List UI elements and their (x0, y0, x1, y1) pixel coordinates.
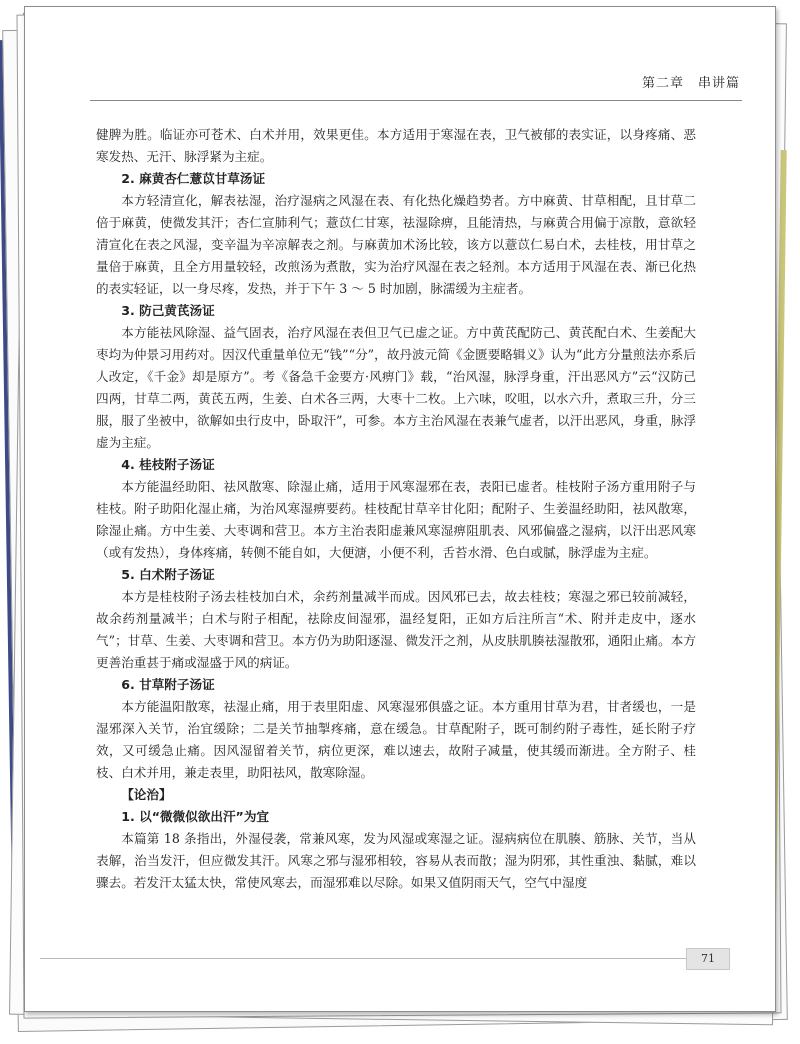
paragraph: 本方轻清宣化，解表祛湿，治疗湿病之风湿在表、有化热化燥趋势者。方中麻黄、甘草相配，且甘草二倍于麻黄，使微发其汗；杏仁宣肺利气；薏苡仁甘寒，祛湿除痹，且能清热，与麻黄合用偏于凉散，意欲轻清宣化在表之风湿，变辛温为辛凉解表之剂。与麻黄加术汤比较，该方以薏苡仁易白术，去桂枝，用甘草之量倍于麻黄，且全方用量较轻，改煎汤为煮散，实为治疗风湿在表之轻剂。本方适用于风湿在表、渐已化热的表实轻证，以一身尽疼，发热，并于下午 3 ～ 5 时加剧，脉濡缓为主症者。 (96, 193, 696, 296)
section-heading: 4. 桂枝附子汤证 (121, 457, 215, 472)
section-heading: 1. 以“微微似欲出汗”为宜 (121, 809, 270, 824)
header-rule (90, 100, 742, 101)
section-heading: 5. 白术附子汤证 (121, 567, 215, 582)
paragraph: 本篇第 18 条指出，外湿侵袭，常兼风寒，发为风湿或寒湿之证。湿病病位在肌腠、筋脉、关节，当从表解，治当发汗，但应微发其汗。风寒之邪与湿邪相较，容易从表而散；湿为阴邪，其性重浊、黏腻，难以骤去。若发汗太猛太快，常使风寒去，而湿邪难以尽除。如果又值阴雨天气，空气中湿度 (96, 831, 696, 890)
paragraph: 本方能祛风除湿、益气固表，治疗风湿在表但卫气已虚之证。方中黄芪配防己、黄芪配白术、生姜配大枣均为仲景习用药对。因汉代重量单位无“钱”“分”，故丹波元简《金匮要略辑义》认为“此方分量煎法亦系后人改定，《千金》却是原方”。考《备急千金要方·风痹门》载，“治风湿，脉浮身重，汗出恶风方”云“汉防己四两，甘草二两，黄芪五两，生姜、白术各三两，大枣十二枚。上六味，㕮咀，以水六升，煮取三升，分三服，服了坐被中，欲解如虫行皮中，卧取汗”，可参。本方主治风湿在表兼气虚者，以汗出恶风，身重，脉浮虚为主症。 (96, 325, 696, 450)
section-heading: 3. 防己黄芪汤证 (121, 303, 215, 318)
footer-rule (40, 958, 700, 959)
paragraph: 本方是桂枝附子汤去桂枝加白术，余药剂量减半而成。因风邪已去，故去桂枝；寒湿之邪已较前减轻，故余药剂量减半；白术与附子相配，祛除皮间湿邪，温经复阳，正如方后注所言“术、附并走皮中，逐水气”；甘草、生姜、大枣调和营卫。本方仍为助阳逐湿、微发汗之剂，从皮肤肌腠祛湿散邪，通阳止痛。本方更善治重甚于痛或湿盛于风的病证。 (96, 589, 696, 670)
section-heading: 6. 甘草附子汤证 (121, 677, 215, 692)
section-heading: 【论治】 (121, 787, 172, 802)
page-number: 71 (686, 948, 730, 970)
paragraph: 本方能温阳散寒，祛湿止痛，用于表里阳虚、风寒湿邪俱盛之证。本方重用甘草为君，甘者缓也，一是湿邪深入关节，治宜缓除；二是关节抽掣疼痛，意在缓急。甘草配附子，既可制约附子毒性，延长附子疗效，又可缓急止痛。因风湿留着关节，病位更深，难以速去，故附子减量，使其缓而渐进。全方附子、桂枝、白术并用，兼走表里，助阳祛风，散寒除湿。 (96, 699, 696, 780)
running-header: 第二章 串讲篇 (641, 76, 740, 91)
section-heading: 2. 麻黄杏仁薏苡甘草汤证 (121, 171, 266, 186)
paragraph: 本方能温经助阳、祛风散寒、除湿止痛，适用于风寒湿邪在表，表阳已虚者。桂枝附子汤方重用附子与桂枝。附子助阳化湿止痛，为治风寒湿痹要药。桂枝配甘草辛甘化阳；配附子、生姜温经助阳，祛风散寒，除湿止痛。方中生姜、大枣调和营卫。本方主治表阳虚兼风寒湿痹阻肌表、风邪偏盛之湿病，以汗出恶风寒（或有发热），身体疼痛，转侧不能自如，大便溏，小便不利，舌苔水滑、色白或腻，脉浮虚为主症。 (96, 479, 696, 560)
page-body (96, 124, 696, 894)
paragraph: 健脾为胜。临证亦可苍术、白术并用，效果更佳。本方适用于寒湿在表，卫气被郁的表实证，以身疼痛、恶寒发热、无汗、脉浮紧为主症。 (96, 127, 696, 164)
